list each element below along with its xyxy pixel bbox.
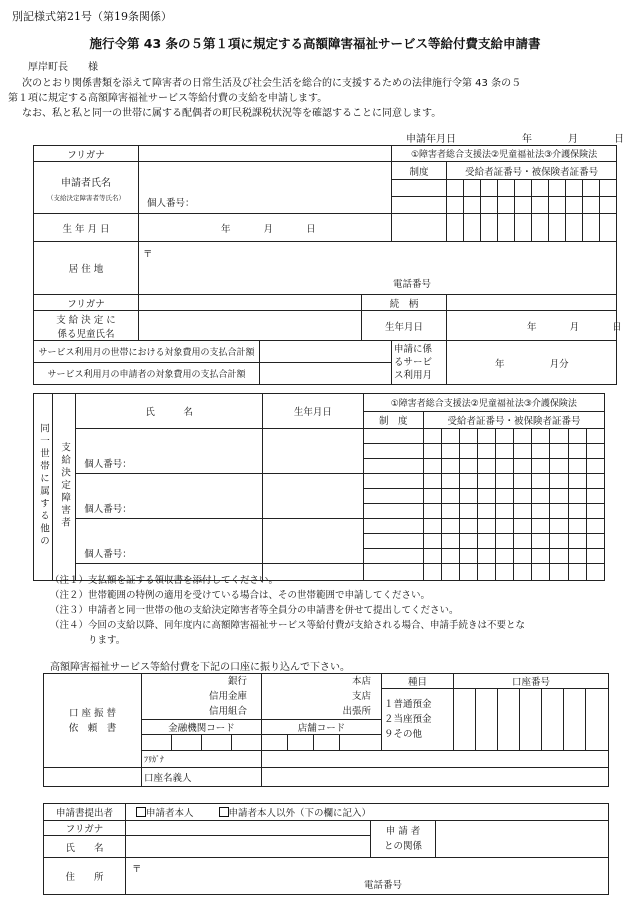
intro-line-3: なお、私と私と同一の世帯に属する配偶者の町民税課税状況等を確認することに同意します。: [22, 108, 442, 119]
submitter-relation-label: [371, 821, 436, 858]
member-personal-number-label: 個人番号：: [84, 549, 132, 560]
cert-digit[interactable]: [423, 429, 441, 444]
cert-digit[interactable]: [532, 534, 550, 549]
cert-digit[interactable]: [460, 429, 478, 444]
cert-digit[interactable]: [423, 459, 441, 474]
bank-code-digit[interactable]: [172, 735, 202, 751]
child-relation-label: 続 柄: [362, 295, 447, 311]
note-num: （注２）: [50, 590, 89, 601]
submitter-name-label: 氏 名: [44, 836, 126, 858]
cert-digit[interactable]: [549, 214, 566, 242]
bank-label-1: 口 座 振 替: [68, 707, 117, 719]
bank-label-2: 依 頼 書: [68, 722, 117, 734]
cert-digit[interactable]: [550, 504, 568, 519]
bank-name-field[interactable]: [142, 674, 262, 720]
cert-digit[interactable]: [447, 197, 464, 214]
relation-label-1: 申 請 者: [385, 826, 421, 837]
member-system-cell[interactable]: [363, 549, 423, 564]
account-digit[interactable]: [454, 689, 476, 751]
member-personal-number-label: 個人番号：: [84, 459, 132, 470]
cert-digit[interactable]: [464, 214, 481, 242]
cert-digit[interactable]: [514, 519, 532, 534]
household-cert-label: 受給者証番号・被保険者証番号: [423, 412, 604, 429]
cert-digit[interactable]: [447, 180, 464, 197]
applicant-phone-label: 電話番号: [393, 279, 432, 290]
branch-type: 出張所: [342, 706, 372, 717]
cert-digit[interactable]: [532, 459, 550, 474]
birth-day: 日: [306, 223, 316, 235]
option-other-label: 申請者本人以外（下の欄に記入）: [228, 808, 372, 819]
member-system-cell[interactable]: [363, 489, 423, 504]
note-item: [50, 603, 620, 618]
cert-digit[interactable]: [586, 489, 604, 504]
account-digit[interactable]: [586, 689, 609, 751]
household-side-label-text: 同一世帯に属する他の: [38, 423, 50, 548]
cert-digit[interactable]: [496, 534, 514, 549]
service-month-label-2: るサービ: [394, 357, 433, 368]
cert-digit[interactable]: [478, 519, 496, 534]
household-total-field[interactable]: [260, 341, 392, 363]
cert-digit[interactable]: [478, 459, 496, 474]
member-name-field[interactable]: [76, 519, 263, 564]
submitter-label: 申請書提出者: [44, 804, 126, 821]
account-number-header: 口座番号: [454, 674, 609, 689]
intro-line-1: 次のとおり関係書類を添えて障害者の日常生活及び社会生活を総合的に支援するための法律施行令第 43 条の５: [22, 78, 522, 89]
cert-digit[interactable]: [549, 180, 566, 197]
cert-digit[interactable]: [532, 214, 549, 242]
cert-digit[interactable]: [514, 474, 532, 489]
cert-digit[interactable]: [568, 459, 586, 474]
note-item: [50, 618, 620, 633]
member-birth-field[interactable]: [263, 474, 364, 519]
cert-digit[interactable]: [550, 474, 568, 489]
member-system-cell[interactable]: [363, 459, 423, 474]
cert-digit[interactable]: [586, 474, 604, 489]
cert-digit[interactable]: [460, 549, 478, 564]
cert-digit[interactable]: [568, 504, 586, 519]
cert-digit[interactable]: [514, 504, 532, 519]
cert-digit[interactable]: [460, 504, 478, 519]
cert-digit[interactable]: [583, 197, 600, 214]
bank-code-label: 金融機関コード: [142, 720, 262, 735]
birth-month: 月: [263, 223, 274, 235]
cert-digit[interactable]: [583, 214, 600, 242]
cert-digit[interactable]: [566, 197, 583, 214]
cert-digit[interactable]: [498, 214, 515, 242]
child-birth-year: 年: [527, 321, 537, 333]
cert-digit[interactable]: [423, 534, 441, 549]
submitter-furigana-label: フリガナ: [44, 821, 126, 836]
cert-digit[interactable]: [481, 197, 498, 214]
bank-label-spacer: [44, 768, 142, 787]
cert-digit[interactable]: [496, 459, 514, 474]
member-system-cell[interactable]: [363, 474, 423, 489]
note-item: [50, 633, 620, 648]
account-digit[interactable]: [542, 689, 564, 751]
submitter-name-field[interactable]: [126, 836, 371, 858]
cert-digit[interactable]: [514, 549, 532, 564]
cert-digit[interactable]: [550, 519, 568, 534]
branch-code-digit[interactable]: [314, 735, 340, 751]
cert-digit[interactable]: [442, 534, 460, 549]
applicant-system-cell[interactable]: [392, 197, 447, 214]
service-year: 年: [495, 358, 505, 370]
cert-digit[interactable]: [532, 474, 550, 489]
note-text: 申請者と同一世帯の他の支給決定障害者等全員分の申請書を併せて提出してください。: [88, 605, 459, 616]
cert-digit[interactable]: [532, 429, 550, 444]
child-name-label-2: 係る児童氏名: [57, 328, 115, 340]
cert-digit[interactable]: [550, 459, 568, 474]
bank-type: 信用組合: [209, 706, 248, 717]
child-birthdate-field[interactable]: [447, 311, 622, 341]
birth-year: 年: [221, 223, 231, 235]
cert-digit[interactable]: [532, 489, 550, 504]
cert-digit[interactable]: [586, 429, 604, 444]
cert-digit[interactable]: [498, 197, 515, 214]
member-birth-field[interactable]: [263, 519, 364, 564]
note-text: ります。: [88, 635, 126, 646]
cert-digit[interactable]: [532, 549, 550, 564]
service-month-suffix: 月分: [549, 358, 569, 370]
cert-digit[interactable]: [442, 549, 460, 564]
cert-digit[interactable]: [496, 489, 514, 504]
bank-type: 信用金庫: [209, 691, 248, 702]
cert-digit[interactable]: [442, 489, 460, 504]
cert-digit[interactable]: [496, 429, 514, 444]
household-side-label-2: [53, 394, 76, 581]
child-birthdate-label: 生年月日: [362, 311, 447, 341]
child-furigana-label: フリガナ: [34, 295, 139, 311]
cert-digit[interactable]: [464, 197, 481, 214]
cert-digit[interactable]: [464, 180, 481, 197]
child-birth-day: 日: [612, 321, 622, 333]
service-month-label-1: 申請に係: [394, 344, 433, 355]
holder-furigana-label: ﾌﾘｶﾞﾅ: [142, 751, 262, 768]
account-digit[interactable]: [476, 689, 498, 751]
application-date-day: 日: [614, 134, 624, 145]
account-digit[interactable]: [564, 689, 586, 751]
cert-digit[interactable]: [478, 504, 496, 519]
applicant-cert-label: 受給者証番号・被保険者証番号: [447, 162, 617, 180]
cert-digit[interactable]: [550, 549, 568, 564]
cert-digit[interactable]: [496, 519, 514, 534]
bank-code-digit[interactable]: [142, 735, 172, 751]
child-name-label-1: 支 給 決 定 に: [56, 314, 116, 326]
cert-digit[interactable]: [586, 459, 604, 474]
applicant-table: [33, 145, 622, 385]
cert-digit[interactable]: [460, 444, 478, 459]
household-total-label: サービス利用月の世帯における対象費用の支払合計額: [34, 341, 260, 363]
cert-digit[interactable]: [568, 444, 586, 459]
cert-digit[interactable]: [498, 180, 515, 197]
cert-digit[interactable]: [423, 519, 441, 534]
child-relation-field[interactable]: [447, 295, 617, 311]
holder-label: 口座名義人: [142, 768, 262, 787]
bank-intro: 高額障害福祉サービス等給付費を下記の口座に振り込んで下さい。: [50, 662, 350, 673]
form-title: 施行令第 43 条の５第１項に規定する高額障害福祉サービス等給付費支給申請書: [89, 36, 541, 51]
child-furigana-field[interactable]: [139, 295, 362, 311]
applicant-law-header: ①障害者総合支援法②児童福祉法③介護保険法: [392, 146, 617, 162]
note-item: [50, 588, 620, 603]
cert-digit[interactable]: [442, 429, 460, 444]
cert-digit[interactable]: [566, 180, 583, 197]
cert-digit[interactable]: [568, 534, 586, 549]
postal-mark: 〒: [143, 249, 153, 260]
household-side-label-2-text: 支給決定障害者: [59, 441, 71, 530]
account-digit[interactable]: [498, 689, 520, 751]
submitter-furigana-field[interactable]: [126, 821, 371, 836]
cert-digit[interactable]: [515, 180, 532, 197]
account-type-option[interactable]: ９その他: [384, 729, 423, 740]
application-date-label: 申請年月日: [406, 134, 456, 145]
applicant-birthdate-field[interactable]: [139, 214, 392, 242]
cert-digit[interactable]: [478, 534, 496, 549]
submitter-option-self[interactable]: [136, 808, 197, 819]
bank-code-digit[interactable]: [232, 735, 262, 751]
branch-code-digit[interactable]: [262, 735, 288, 751]
applicant-system-cell[interactable]: [392, 180, 447, 197]
member-system-cell[interactable]: [363, 504, 423, 519]
account-type-header: 種目: [382, 674, 454, 689]
submitter-phone-label: 電話番号: [364, 880, 403, 891]
cert-digit[interactable]: [423, 489, 441, 504]
child-name-label: [34, 311, 139, 341]
member-system-cell[interactable]: [363, 429, 423, 444]
applicant-name-title: 申請者氏名: [61, 177, 111, 189]
cert-digit[interactable]: [550, 429, 568, 444]
cert-digit[interactable]: [478, 489, 496, 504]
submitter-option-other[interactable]: [219, 808, 372, 819]
cert-digit[interactable]: [514, 459, 532, 474]
submitter-address-field[interactable]: [126, 858, 609, 895]
submitter-options: [126, 804, 609, 821]
cert-digit[interactable]: [442, 519, 460, 534]
branch-code-digit[interactable]: [288, 735, 314, 751]
branch-name-field[interactable]: [262, 674, 382, 720]
cert-digit[interactable]: [586, 549, 604, 564]
cert-digit[interactable]: [600, 197, 617, 214]
cert-digit[interactable]: [460, 489, 478, 504]
cert-digit[interactable]: [423, 504, 441, 519]
cert-digit[interactable]: [600, 214, 617, 242]
applicant-personal-number-label: 個人番号：: [147, 198, 195, 209]
bank-type: 銀行: [228, 676, 248, 687]
checkbox-icon[interactable]: [136, 807, 146, 817]
cert-digit[interactable]: [447, 214, 464, 242]
applicant-address-field[interactable]: [139, 242, 617, 295]
applicant-address-label: 居 住 地: [34, 242, 139, 295]
submitter-postal-mark: 〒: [132, 864, 142, 875]
child-birth-month: 月: [569, 321, 580, 333]
cert-digit[interactable]: [514, 429, 532, 444]
cert-digit[interactable]: [515, 197, 532, 214]
cert-digit[interactable]: [586, 534, 604, 549]
cert-digit[interactable]: [481, 180, 498, 197]
note-num: [50, 633, 88, 648]
cert-digit[interactable]: [532, 504, 550, 519]
notes: [50, 573, 620, 648]
cert-digit[interactable]: [568, 519, 586, 534]
applicant-system-label: 制度: [392, 162, 447, 180]
note-item: [50, 573, 620, 588]
note-text: 今回の支給以降、同年度内に高額障害福祉サービス等給付費が支給される場合、申請手続きは不要とな: [88, 620, 526, 631]
bank-code-digit[interactable]: [202, 735, 232, 751]
member-birth-field[interactable]: [263, 429, 364, 474]
cert-digit[interactable]: [550, 444, 568, 459]
cert-digit[interactable]: [442, 504, 460, 519]
note-text: 世帯範囲の特例の適用を受けている場合は、その世帯範囲で申請してください。: [88, 590, 431, 601]
member-personal-number-label: 個人番号：: [84, 504, 132, 515]
option-self-label: 申請者本人: [146, 808, 194, 819]
cert-digit[interactable]: [514, 489, 532, 504]
note-num: （注４）: [50, 620, 89, 631]
submitter-address-label: 住 所: [44, 858, 126, 895]
cert-digit[interactable]: [532, 197, 549, 214]
cert-digit[interactable]: [496, 474, 514, 489]
account-type-options[interactable]: [382, 689, 454, 751]
form-number: 別記様式第21号（第19条関係）: [12, 10, 172, 23]
household-birth-header: 生年月日: [263, 394, 364, 429]
cert-digit[interactable]: [550, 489, 568, 504]
member-system-cell[interactable]: [363, 534, 423, 549]
cert-digit[interactable]: [532, 519, 550, 534]
applicant-total-field[interactable]: [260, 363, 392, 385]
cert-digit[interactable]: [514, 444, 532, 459]
addressee: 厚岸町長 様: [28, 62, 98, 73]
branch-type: 支店: [352, 691, 372, 702]
cert-digit[interactable]: [478, 474, 496, 489]
applicant-furigana-field[interactable]: [139, 146, 392, 162]
cert-digit[interactable]: [460, 534, 478, 549]
member-name-field[interactable]: [76, 474, 263, 519]
cert-digit[interactable]: [550, 534, 568, 549]
household-name-header: 氏 名: [76, 394, 263, 429]
household-system-label: 制 度: [363, 412, 423, 429]
cert-digit[interactable]: [583, 180, 600, 197]
holder-furigana-field[interactable]: [262, 751, 609, 768]
account-type-option[interactable]: ２当座預金: [384, 714, 432, 725]
cert-digit[interactable]: [600, 180, 617, 197]
account-type-option[interactable]: １普通預金: [384, 699, 432, 710]
cert-digit[interactable]: [481, 214, 498, 242]
member-system-cell[interactable]: [363, 444, 423, 459]
submitter-table: [43, 803, 609, 895]
cert-digit[interactable]: [478, 429, 496, 444]
cert-digit[interactable]: [532, 180, 549, 197]
cert-digit[interactable]: [442, 474, 460, 489]
cert-digit[interactable]: [460, 459, 478, 474]
cert-digit[interactable]: [568, 474, 586, 489]
note-text: 支払額を証する領収書を添付してください。: [88, 575, 279, 586]
note-num: （注１）: [50, 575, 89, 586]
checkbox-icon[interactable]: [219, 807, 229, 817]
cert-digit[interactable]: [586, 519, 604, 534]
cert-digit[interactable]: [442, 459, 460, 474]
application-date-month: 月: [568, 134, 578, 145]
intro-line-2: 第１項に規定する高額障害福祉サービス等給付費の支給を申請します。: [8, 93, 328, 104]
cert-digit[interactable]: [586, 444, 604, 459]
applicant-name-sub: （支給決定障害者等氏名）: [47, 193, 125, 202]
cert-digit[interactable]: [514, 534, 532, 549]
intro-text: [8, 76, 622, 121]
submitter-relation-field[interactable]: [436, 821, 609, 858]
branch-code-digit[interactable]: [340, 735, 382, 751]
application-date-year: 年: [522, 134, 532, 145]
cert-digit[interactable]: [496, 549, 514, 564]
household-table: [33, 393, 605, 581]
household-side-label: [34, 394, 53, 581]
bank-section-label: [44, 674, 142, 768]
bank-table: [43, 673, 609, 787]
holder-name-field[interactable]: [262, 768, 609, 787]
account-digit[interactable]: [520, 689, 542, 751]
cert-digit[interactable]: [460, 519, 478, 534]
member-system-cell[interactable]: [363, 519, 423, 534]
applicant-name-field[interactable]: [139, 162, 392, 214]
service-month-label: [392, 341, 447, 385]
relation-label-2: との関係: [383, 841, 422, 852]
child-name-field[interactable]: [139, 311, 362, 341]
applicant-birthdate-label: 生 年 月 日: [34, 214, 139, 242]
cert-digit[interactable]: [478, 444, 496, 459]
cert-digit[interactable]: [568, 489, 586, 504]
applicant-system-cell[interactable]: [392, 214, 447, 242]
cert-digit[interactable]: [460, 474, 478, 489]
cert-digit[interactable]: [496, 504, 514, 519]
cert-digit[interactable]: [423, 444, 441, 459]
service-month-field[interactable]: [447, 341, 617, 385]
cert-digit[interactable]: [496, 444, 514, 459]
branch-type: 本店: [352, 676, 372, 687]
cert-digit[interactable]: [515, 214, 532, 242]
applicant-total-label: サービス利用月の申請者の対象費用の支払合計額: [34, 363, 260, 385]
cert-digit[interactable]: [532, 444, 550, 459]
cert-digit[interactable]: [423, 549, 441, 564]
applicant-name-label: [34, 162, 139, 214]
member-name-field[interactable]: [76, 429, 263, 474]
cert-digit[interactable]: [423, 474, 441, 489]
cert-digit[interactable]: [478, 549, 496, 564]
branch-code-label: 店舗コード: [262, 720, 382, 735]
service-month-label-3: ス利用月: [394, 370, 433, 381]
household-law-header: ①障害者総合支援法②児童福祉法③介護保険法: [363, 394, 604, 412]
cert-digit[interactable]: [568, 549, 586, 564]
cert-digit[interactable]: [549, 197, 566, 214]
cert-digit[interactable]: [586, 504, 604, 519]
applicant-furigana-label: フリガナ: [34, 146, 139, 162]
cert-digit[interactable]: [442, 444, 460, 459]
cert-digit[interactable]: [566, 214, 583, 242]
note-num: （注３）: [50, 605, 89, 616]
cert-digit[interactable]: [568, 429, 586, 444]
